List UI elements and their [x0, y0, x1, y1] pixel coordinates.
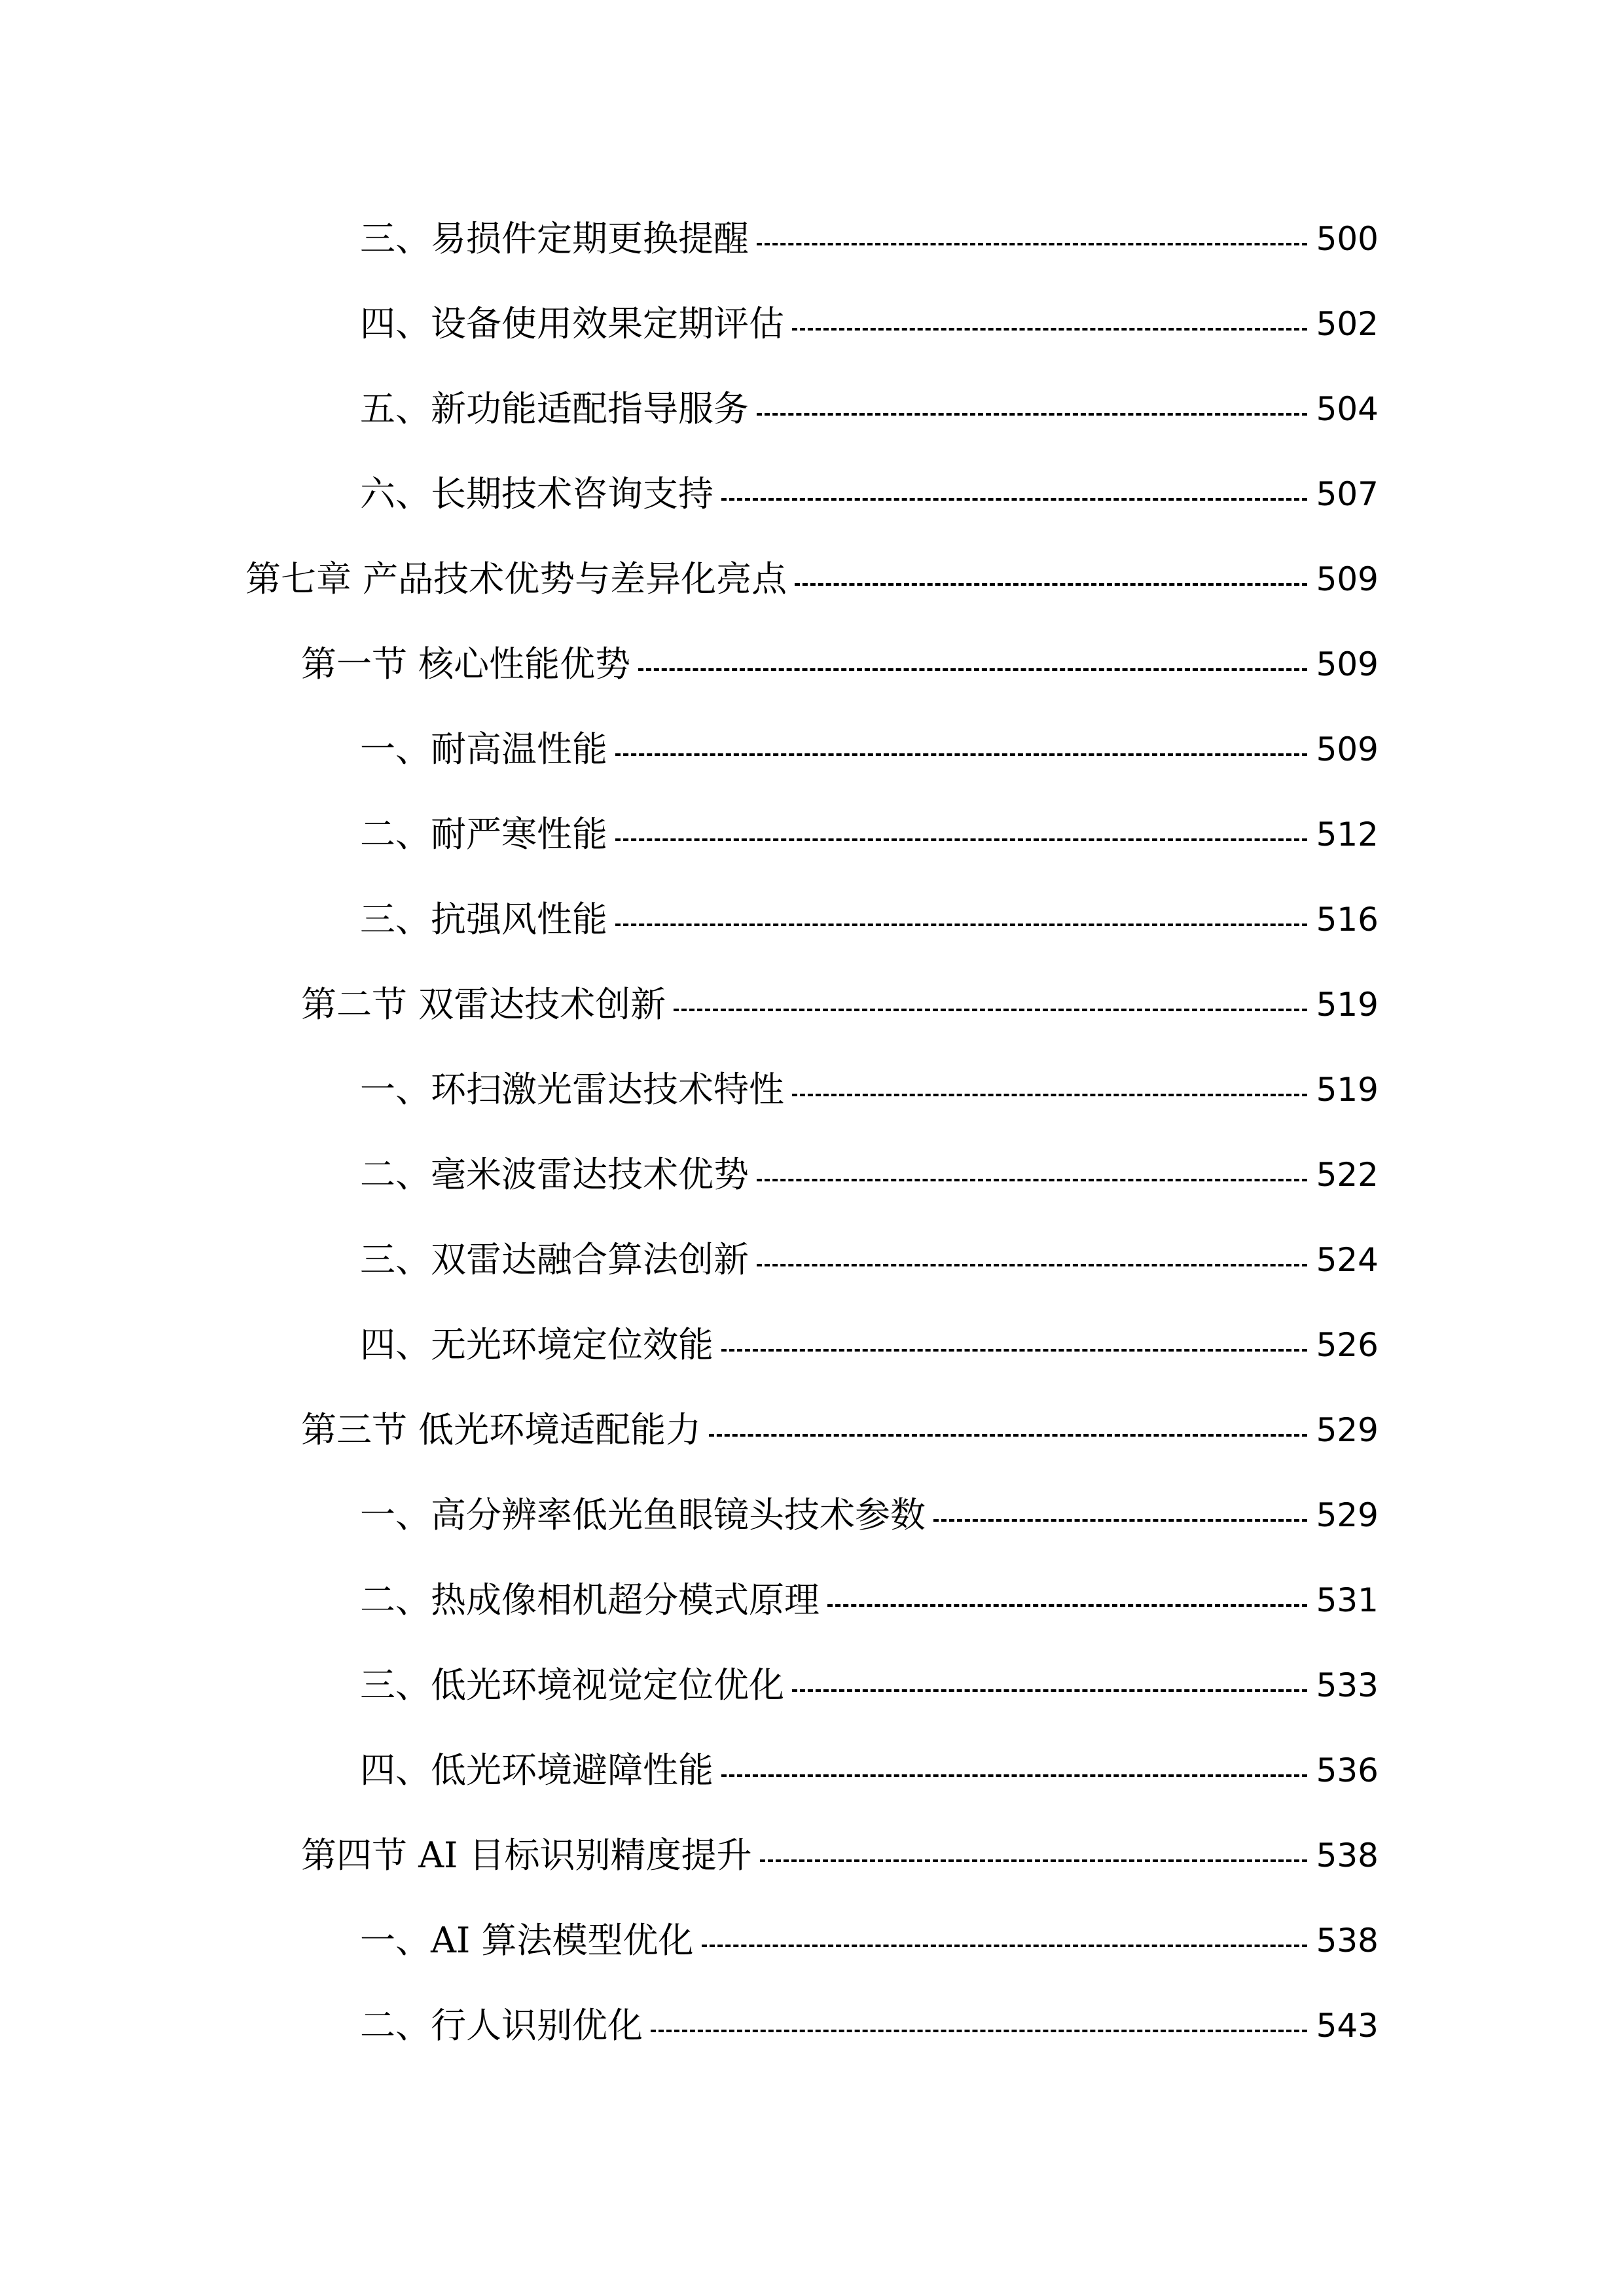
toc-entry-page-number: 533: [1316, 1666, 1379, 1704]
dot-leader: [792, 328, 1307, 331]
toc-entry-title: 四、低光环境避障性能: [360, 1749, 713, 1791]
toc-entry[interactable]: [0, 1728, 1624, 1813]
toc-entry-page-number: 504: [1316, 390, 1379, 428]
toc-entry[interactable]: [0, 962, 1624, 1047]
dot-leader: [827, 1604, 1307, 1607]
dot-leader: [615, 753, 1307, 756]
toc-entry[interactable]: [0, 1558, 1624, 1643]
toc-entry[interactable]: [0, 877, 1624, 962]
toc-entry[interactable]: [0, 622, 1624, 707]
toc-entry[interactable]: [0, 281, 1624, 367]
toc-entry-title: 第七章 产品技术优势与差异化亮点: [245, 558, 787, 600]
dot-leader: [721, 498, 1307, 501]
toc-entry[interactable]: [0, 1473, 1624, 1558]
toc-entry[interactable]: [0, 1983, 1624, 2068]
toc-entry[interactable]: [0, 196, 1624, 281]
toc-entry-page-number: 524: [1316, 1241, 1379, 1279]
dot-leader: [702, 1945, 1307, 1947]
toc-entry-page-number: 536: [1316, 1751, 1379, 1789]
toc-entry-page-number: 526: [1316, 1326, 1379, 1364]
dot-leader: [792, 1689, 1307, 1692]
toc-entry[interactable]: [0, 1898, 1624, 1983]
toc-entry-title: 四、无光环境定位效能: [360, 1324, 713, 1365]
toc-entry[interactable]: [0, 1302, 1624, 1388]
toc-entry-page-number: 538: [1316, 1922, 1379, 1960]
toc-entry-page-number: 509: [1316, 645, 1379, 683]
toc-entry-page-number: 516: [1316, 901, 1379, 939]
toc-entry-page-number: 500: [1316, 220, 1379, 258]
dot-leader: [638, 668, 1307, 671]
toc-entry[interactable]: [0, 537, 1624, 622]
toc-entry[interactable]: [0, 1643, 1624, 1728]
dot-leader: [757, 243, 1307, 245]
dot-leader: [615, 838, 1307, 841]
toc-entry-title: 第三节 低光环境适配能力: [301, 1409, 702, 1450]
toc-entry-title: 第四节 AI 目标识别精度提升: [301, 1835, 752, 1876]
dot-leader: [757, 413, 1307, 416]
dot-leader: [674, 1009, 1307, 1011]
toc-entry-page-number: 522: [1316, 1156, 1379, 1194]
toc-entry[interactable]: [0, 1132, 1624, 1217]
toc-entry-title: 三、易损件定期更换提醒: [360, 218, 749, 259]
dot-leader: [651, 2030, 1307, 2032]
dot-leader: [757, 1179, 1307, 1181]
toc-entry[interactable]: [0, 1217, 1624, 1302]
toc-entry-page-number: 529: [1316, 1496, 1379, 1534]
toc-entry-title: 一、环扫激光雷达技术特性: [360, 1069, 784, 1110]
toc-entry[interactable]: [0, 452, 1624, 537]
toc-entry[interactable]: [0, 367, 1624, 452]
toc-entry-title: 三、双雷达融合算法创新: [360, 1239, 749, 1280]
table-of-contents: [0, 196, 1624, 2068]
dot-leader: [709, 1434, 1307, 1437]
dot-leader: [721, 1774, 1307, 1777]
dot-leader: [792, 1094, 1307, 1096]
toc-entry[interactable]: [0, 1813, 1624, 1898]
toc-entry-page-number: 509: [1316, 730, 1379, 768]
toc-entry-title: 二、耐严寒性能: [360, 814, 607, 855]
dot-leader: [721, 1349, 1307, 1352]
toc-entry-title: 第二节 双雷达技术创新: [301, 984, 666, 1025]
toc-entry-page-number: 507: [1316, 475, 1379, 513]
dot-leader: [615, 924, 1307, 926]
toc-entry-page-number: 519: [1316, 1071, 1379, 1109]
toc-entry[interactable]: [0, 707, 1624, 792]
toc-entry-title: 三、抗强风性能: [360, 899, 607, 940]
toc-entry-title: 一、耐高温性能: [360, 728, 607, 770]
toc-entry-title: 三、低光环境视觉定位优化: [360, 1664, 784, 1706]
toc-entry-title: 四、设备使用效果定期评估: [360, 303, 784, 344]
toc-entry[interactable]: [0, 792, 1624, 877]
toc-entry-page-number: 519: [1316, 986, 1379, 1024]
toc-entry[interactable]: [0, 1388, 1624, 1473]
toc-entry[interactable]: [0, 1047, 1624, 1132]
dot-leader: [757, 1264, 1307, 1266]
toc-entry-page-number: 512: [1316, 816, 1379, 853]
toc-entry-page-number: 531: [1316, 1581, 1379, 1619]
toc-entry-page-number: 529: [1316, 1411, 1379, 1449]
toc-entry-title: 一、AI 算法模型优化: [360, 1920, 694, 1961]
toc-entry-title: 二、热成像相机超分模式原理: [360, 1579, 820, 1621]
dot-leader: [795, 583, 1307, 586]
toc-entry-title: 一、高分辨率低光鱼眼镜头技术参数: [360, 1494, 926, 1535]
toc-entry-page-number: 543: [1316, 2007, 1379, 2045]
toc-entry-title: 二、毫米波雷达技术优势: [360, 1154, 749, 1195]
toc-entry-title: 五、新功能适配指导服务: [360, 388, 749, 429]
toc-entry-title: 第一节 核心性能优势: [301, 643, 631, 685]
dot-leader: [933, 1519, 1307, 1522]
toc-entry-page-number: 502: [1316, 305, 1379, 343]
dot-leader: [760, 1859, 1307, 1862]
toc-entry-title: 六、长期技术咨询支持: [360, 473, 713, 514]
toc-entry-page-number: 509: [1316, 560, 1379, 598]
toc-entry-page-number: 538: [1316, 1837, 1379, 1874]
toc-entry-title: 二、行人识别优化: [360, 2005, 643, 2046]
